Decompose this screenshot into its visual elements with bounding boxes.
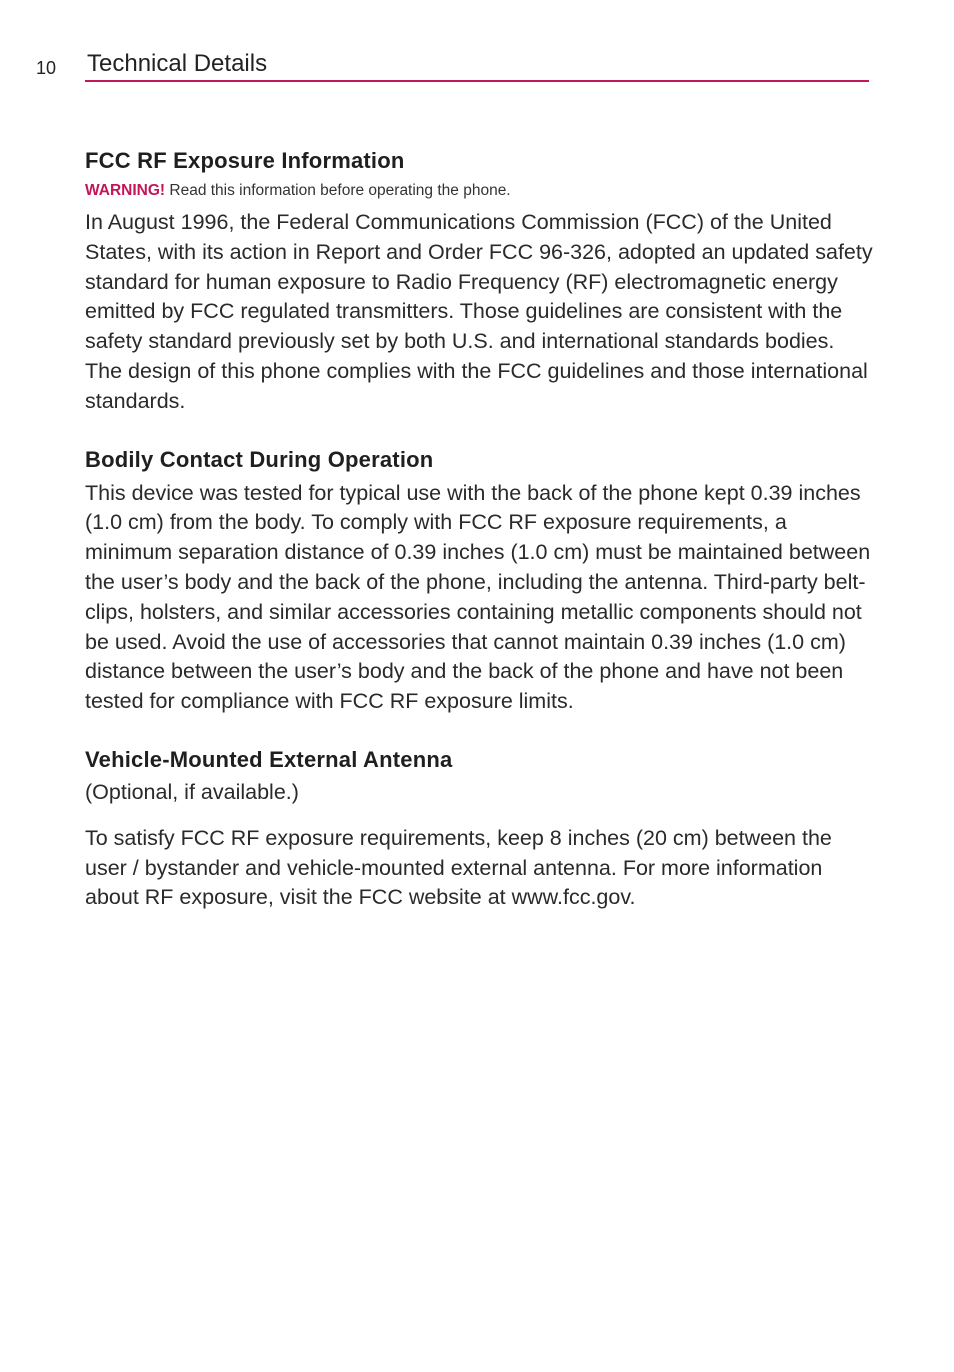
vehicle-heading: Vehicle-Mounted External Antenna bbox=[85, 746, 453, 772]
vehicle-note: (Optional, if available.) bbox=[85, 779, 299, 804]
vehicle-paragraph: To satisfy FCC RF exposure requirements, keep 8 inches (20 cm) between the user / bystander and vehicle-mounted external antenna. For more information about RF exposure, visit the FCC website at www.fcc.gov. bbox=[85, 825, 832, 910]
page-content bbox=[85, 148, 875, 913]
fcc-heading: FCC RF Exposure Information bbox=[85, 148, 405, 173]
warning-label: WARNING! bbox=[85, 182, 166, 199]
warning-line bbox=[85, 182, 875, 200]
page-number: 10 bbox=[36, 58, 57, 78]
section-title: Technical Details bbox=[87, 50, 268, 77]
header-divider bbox=[85, 80, 869, 82]
warning-text: Read this information before operating the phone. bbox=[169, 182, 511, 199]
bodily-paragraph: This device was tested for typical use with the back of the phone kept 0.39 inches (1.0 cm) from the body. To comply with FCC RF exposure requirements, a minimum separation distance of 0.39 inches (1.0 cm) must be maintained between the user’s body and the back of the phone, including the antenna. Third-party belt-clips, holsters, and similar accessories containing metallic components should not be used. Avoid the use of accessories that cannot maintain 0.39 inches (1.0 cm) distance between the user’s body and the back of the phone and have not been tested for compliance with FCC RF exposure limits. bbox=[85, 480, 871, 714]
page-header bbox=[0, 0, 954, 90]
bodily-heading: Bodily Contact During Operation bbox=[85, 446, 434, 472]
fcc-paragraph: In August 1996, the Federal Communications Commission (FCC) of the United States, with its action in Report and Order FCC 96-326, adopted an updated safety standard for human exposure to Radio Frequency (RF) electromagnetic energy emitted by FCC regulated transmitters. Those guidelines are consistent with the safety standard previously set by both U.S. and international standards bodies. The design of this phone complies with the FCC guidelines and those international standards. bbox=[85, 210, 873, 413]
